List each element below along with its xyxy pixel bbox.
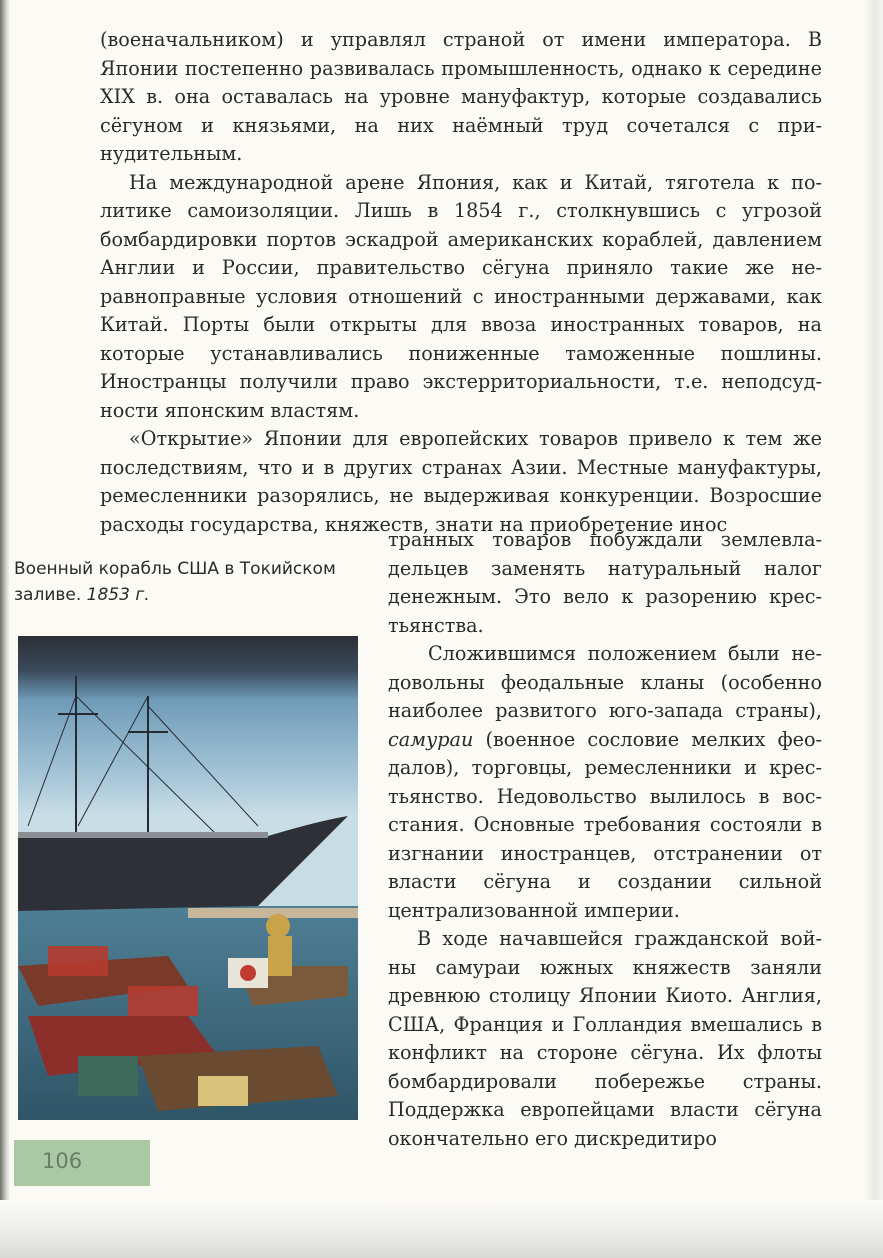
paragraph-4-part-1: Сложившимся положением были недовольны феодальные кланы (особенно наиболее развитого юго-запада страны), — [388, 642, 822, 722]
caption-text: Военный корабль США в Токийском заливе. — [14, 559, 336, 605]
paragraph-4-part-2: (военное сословие мелких феодалов), торговцы, ремесленники и крестьянство. Недовольство вылилось в восстания. Основные требования состояли в изгнании иностранцев, отстранении от власти сёгуна и создании сильной централизованной империи. — [388, 727, 822, 922]
caption-date: 1853 г. — [86, 585, 150, 605]
term-samurai: самураи — [388, 727, 474, 751]
paragraph-3: «Открытие» Японии для европейских товаров привело к тем же последствиям, что и в других странах Азии. Местные мануфактуры, ремесленники разорялись, не выдерживая конкуренции. Возросшие расходы государства, княжеств, знати на приобретение инос — [100, 427, 822, 536]
paragraph-5: В ходе начавшейся гражданской войны самураи южных княжеств заняли древнюю столицу Японии Киото. Англия, США, Франция и Голландия вмешались в конфликт на стороне сёгуна. Их флоты бомбардировали побережье страны. Поддержка европейцами власти сёгуна окончательно его дискредитиро — [388, 927, 822, 1150]
scan-edge-right — [863, 0, 883, 1258]
ship-railing — [18, 832, 268, 838]
scan-edge-bottom — [0, 1200, 883, 1258]
paragraph-1: (военачальником) и управлял страной от имени императора. В Японии постепенно развивалась промышленность, однако к середине XIX в. она оставалась на уровне мануфактур, которые создавались сёгуном и князьями, на них наёмный труд сочетался с принудительным. — [100, 28, 822, 165]
main-text-top — [100, 26, 822, 539]
page-number-tab — [14, 1140, 150, 1186]
paragraph-2: На международной арене Япония, как и Китай, тяготела к политике самоизоляции. Лишь в 1854 г., столкнувшись с угрозой бомбардировки портов эскадрой американских кораблей, давлением Англии и России, правительство сёгуна приняло такие же неравноправные условия отношений с иностранными державами, как Китай. Порты были открыты для ввоза иностранных товаров, на которые устанавливались пониженные таможенные пошлины. Иностранцы получили право экстерриториальности, т.е. неподсудности японским властям. — [100, 170, 822, 422]
page-number: 106 — [42, 1149, 83, 1173]
ship-and-boats-illustration — [18, 636, 358, 1120]
main-text-right-column — [388, 526, 822, 1153]
figure-caption — [14, 556, 374, 608]
paragraph-4 — [388, 640, 822, 925]
scan-edge-left — [0, 0, 10, 1258]
paragraph-3-continuation: транных товаров побуждали землевладельцев заменять натуральный налог денежным. Это вело к разорению крестьянства. — [388, 528, 822, 637]
illustration-svg — [18, 636, 358, 1120]
